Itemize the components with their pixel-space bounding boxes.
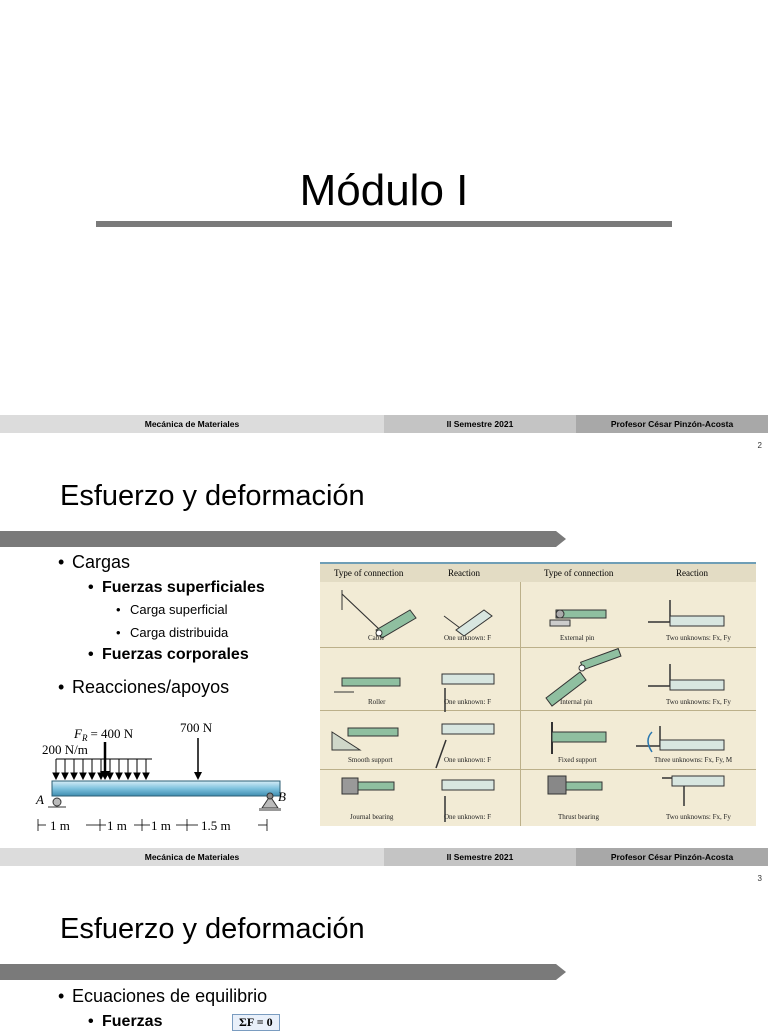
bullet-reacciones: • Reacciones/apoyos bbox=[58, 677, 230, 697]
point-load-label: 700 N bbox=[180, 720, 213, 735]
footer-professor: Profesor César Pinzón-Acosta bbox=[576, 415, 768, 433]
footer-professor: Profesor César Pinzón-Acosta bbox=[576, 848, 768, 866]
header-type-right: Type of connection bbox=[544, 568, 614, 578]
dim-3: 1 m bbox=[151, 818, 171, 833]
reaction-journal-bearing: One unknown: F bbox=[444, 813, 492, 821]
slide2-title: Esfuerzo y deformación bbox=[60, 480, 365, 512]
reactions-table bbox=[320, 562, 756, 826]
dim-4: 1.5 m bbox=[201, 818, 231, 833]
header-reaction-right: Reaction bbox=[676, 568, 708, 578]
distributed-load-arrows bbox=[53, 759, 152, 779]
distributed-load-label: 200 N/m bbox=[42, 742, 88, 757]
bullet-fuerzas-corporales: • Fuerzas corporales bbox=[88, 646, 249, 663]
beam-figure bbox=[30, 718, 295, 836]
caption-internal-pin: Internal pin bbox=[560, 698, 593, 706]
support-a-label: A bbox=[36, 792, 44, 807]
equilibrium-equation: ΣF = 0 bbox=[232, 1014, 280, 1031]
reaction-thrust-bearing: Two unknowns: Fx, Fy bbox=[666, 813, 731, 821]
slide3-title: Esfuerzo y deformación bbox=[60, 913, 365, 945]
beam bbox=[52, 781, 280, 796]
footer-course: Mecánica de Materiales bbox=[0, 415, 384, 433]
slide1-footer bbox=[0, 415, 768, 433]
footer-semester: II Semestre 2021 bbox=[384, 848, 576, 866]
header-type-left: Type of connection bbox=[334, 568, 404, 578]
caption-journal-bearing: Journal bearing bbox=[350, 813, 394, 821]
caption-thrust-bearing: Thrust bearing bbox=[558, 813, 600, 821]
footer-course: Mecánica de Materiales bbox=[0, 848, 384, 866]
caption-smooth-support: Smooth support bbox=[348, 756, 393, 764]
support-b-label: B bbox=[278, 789, 286, 804]
reaction-external-pin: Two unknowns: Fx, Fy bbox=[666, 634, 731, 642]
caption-cable: Cable bbox=[368, 634, 385, 642]
resultant-force-label: $F_R = 400$ N bbox=[74, 726, 134, 743]
slide1-title-rule bbox=[96, 221, 672, 227]
slide1-title: Módulo I bbox=[299, 166, 469, 215]
caption-fixed-support: Fixed support bbox=[558, 756, 597, 764]
bullet-fuerzas: • Fuerzas bbox=[88, 1013, 163, 1030]
bullet-carga-distribuida: • Carga distribuida bbox=[116, 625, 229, 640]
bullet-carga-superficial: • Carga superficial bbox=[116, 602, 228, 617]
point-load-arrow bbox=[194, 738, 202, 780]
slide2-page-number: 2 bbox=[757, 441, 762, 450]
reaction-fixed-support: Three unknowns: Fx, Fy, M bbox=[654, 756, 733, 764]
reaction-roller: One unknown: F bbox=[444, 698, 492, 706]
reaction-smooth-support: One unknown: F bbox=[444, 756, 492, 764]
slide2-footer bbox=[0, 848, 768, 866]
dim-2: 1 m bbox=[107, 818, 127, 833]
bullet-cargas: • Cargas bbox=[58, 552, 131, 572]
slide3-title-arrow-bar bbox=[0, 964, 570, 980]
reactions-table-header bbox=[320, 564, 756, 582]
caption-external-pin: External pin bbox=[560, 634, 595, 642]
header-reaction-left: Reaction bbox=[448, 568, 480, 578]
slide3-page-number: 3 bbox=[757, 874, 762, 883]
support-a-roller bbox=[48, 798, 66, 807]
bullet-ecuaciones: • Ecuaciones de equilibrio bbox=[58, 986, 268, 1006]
slide2-title-arrow-bar bbox=[0, 531, 570, 547]
caption-roller: Roller bbox=[368, 698, 386, 706]
dim-1: 1 m bbox=[50, 818, 70, 833]
footer-semester: II Semestre 2021 bbox=[384, 415, 576, 433]
reaction-internal-pin: Two unknowns: Fx, Fy bbox=[666, 698, 731, 706]
reaction-cable: One unknown: F bbox=[444, 634, 492, 642]
bullet-fuerzas-superficiales: • Fuerzas superficiales bbox=[88, 579, 265, 596]
